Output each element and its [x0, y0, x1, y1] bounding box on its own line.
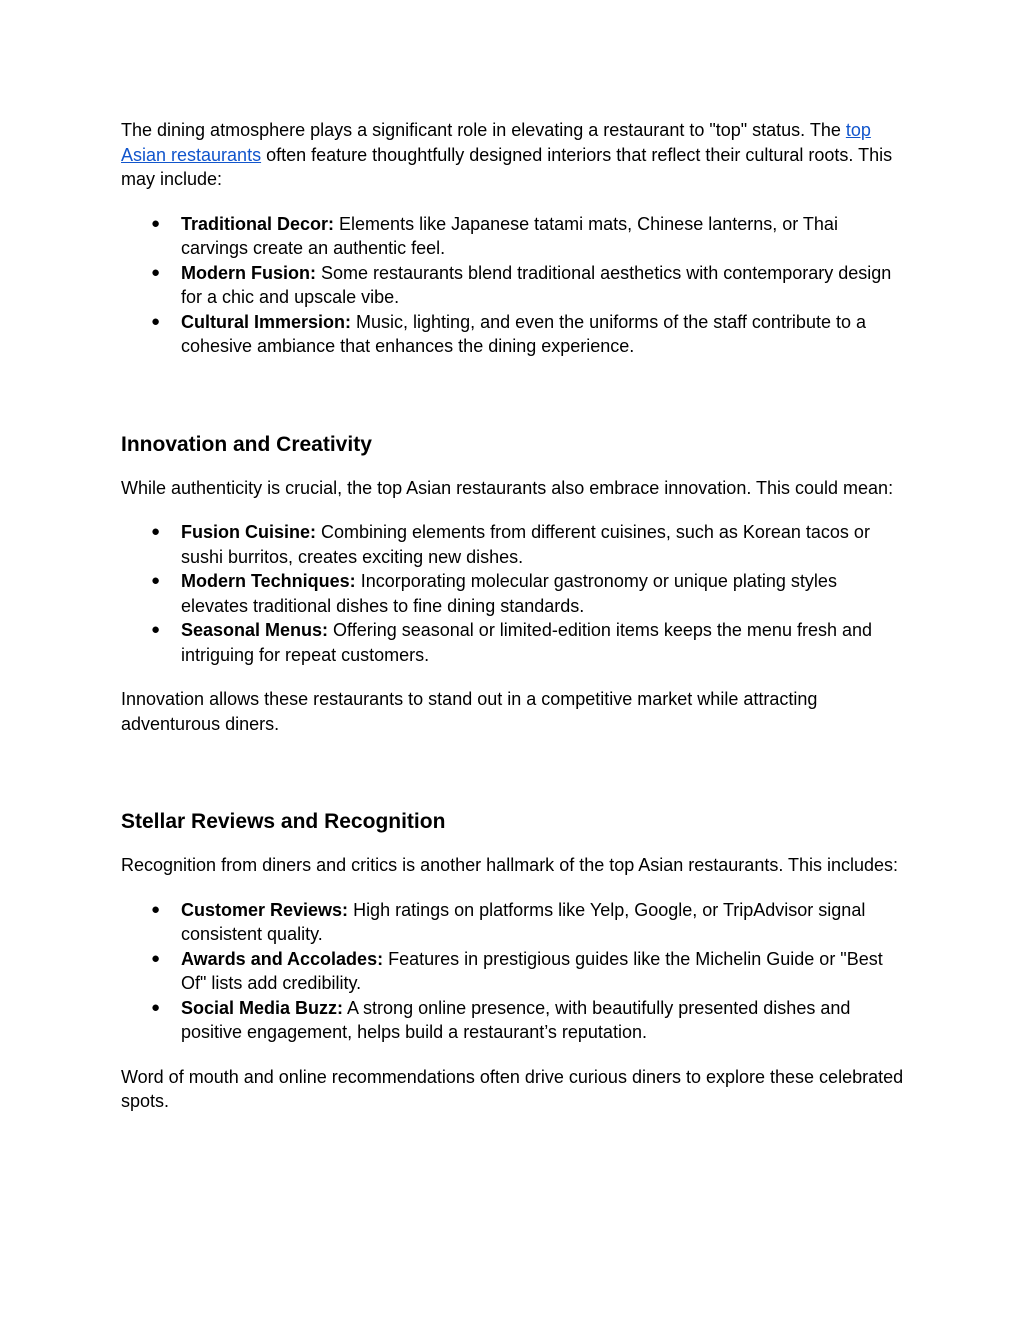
- innovation-list: [121, 520, 906, 667]
- top-asian-restaurants-link[interactable]: top Asian restaurants: [121, 120, 871, 165]
- item-label: Cultural Immersion:: [181, 311, 352, 332]
- item-label: Seasonal Menus:: [181, 620, 329, 640]
- intro-text-after: often feature thoughtfully designed interiors that reflect their cultural roots. This may include:: [121, 144, 893, 189]
- item-label: Traditional Decor:: [181, 213, 335, 234]
- intro-text-before: The dining atmosphere plays a significant role in elevating a restaurant to "top" status. The: [121, 120, 846, 140]
- document-page: [121, 118, 906, 1114]
- reviews-closing: Word of mouth and online recommendations often drive curious diners to explore these celebrated spots.: [121, 1066, 904, 1111]
- bullet-icon: ●: [151, 523, 161, 540]
- list-item: [121, 520, 906, 569]
- item-text: Features in prestigious guides like the Michelin Guide or "Best Of" lists add credibility.: [181, 948, 883, 993]
- list-item: [121, 569, 906, 618]
- list-item: [121, 996, 906, 1045]
- innovation-heading: Innovation and Creativity: [121, 432, 372, 456]
- item-label: Awards and Accolades:: [181, 948, 384, 969]
- list-item: [121, 947, 906, 996]
- list-item: [121, 898, 906, 947]
- innovation-intro: While authenticity is crucial, the top Asian restaurants also embrace innovation. This could mean:: [121, 477, 894, 498]
- item-text: Offering seasonal or limited-edition items keeps the menu fresh and intriguing for repeat customers.: [181, 620, 873, 665]
- item-label: Fusion Cuisine:: [181, 522, 316, 542]
- item-text: High ratings on platforms like Yelp, Google, or TripAdvisor signal consistent quality.: [181, 899, 866, 944]
- item-text: Incorporating molecular gastronomy or unique plating styles elevates traditional dishes to fine dining standards.: [181, 571, 837, 616]
- item-text: Elements like Japanese tatami mats, Chinese lanterns, or Thai carvings create an authentic feel.: [181, 213, 838, 258]
- bullet-icon: ●: [151, 621, 161, 638]
- list-item: [121, 310, 906, 359]
- item-label: Social Media Buzz:: [181, 997, 344, 1018]
- item-text: A strong online presence, with beautifully presented dishes and positive engagement, helps build a restaurant’s reputation.: [181, 997, 851, 1042]
- bullet-icon: ●: [151, 214, 161, 232]
- bullet-icon: ●: [151, 998, 161, 1016]
- item-text: Some restaurants blend traditional aesthetics with contemporary design for a chic and upscale vibe.: [181, 262, 892, 307]
- reviews-list: [121, 898, 906, 1045]
- item-label: Customer Reviews:: [181, 899, 349, 920]
- bullet-icon: ●: [151, 900, 161, 918]
- bullet-icon: ●: [151, 572, 161, 589]
- item-label: Modern Techniques:: [181, 571, 356, 591]
- item-text: Combining elements from different cuisines, such as Korean tacos or sushi burritos, creates exciting new dishes.: [181, 522, 870, 567]
- bullet-icon: ●: [151, 949, 161, 967]
- bullet-icon: ●: [151, 263, 161, 281]
- reviews-heading: Stellar Reviews and Recognition: [121, 810, 446, 833]
- innovation-closing: Innovation allows these restaurants to stand out in a competitive market while attracting adventurous diners.: [121, 689, 818, 734]
- list-item: [121, 212, 906, 261]
- item-label: Modern Fusion:: [181, 262, 316, 283]
- bullet-icon: ●: [151, 312, 161, 330]
- list-item: [121, 618, 906, 667]
- reviews-intro: Recognition from diners and critics is another hallmark of the top Asian restaurants. This includes:: [121, 855, 899, 875]
- list-item: [121, 261, 906, 310]
- atmosphere-list: [121, 212, 906, 359]
- atmosphere-paragraph: [121, 118, 906, 192]
- item-text: Music, lighting, and even the uniforms of the staff contribute to a cohesive ambiance that enhances the dining experience.: [181, 311, 866, 356]
